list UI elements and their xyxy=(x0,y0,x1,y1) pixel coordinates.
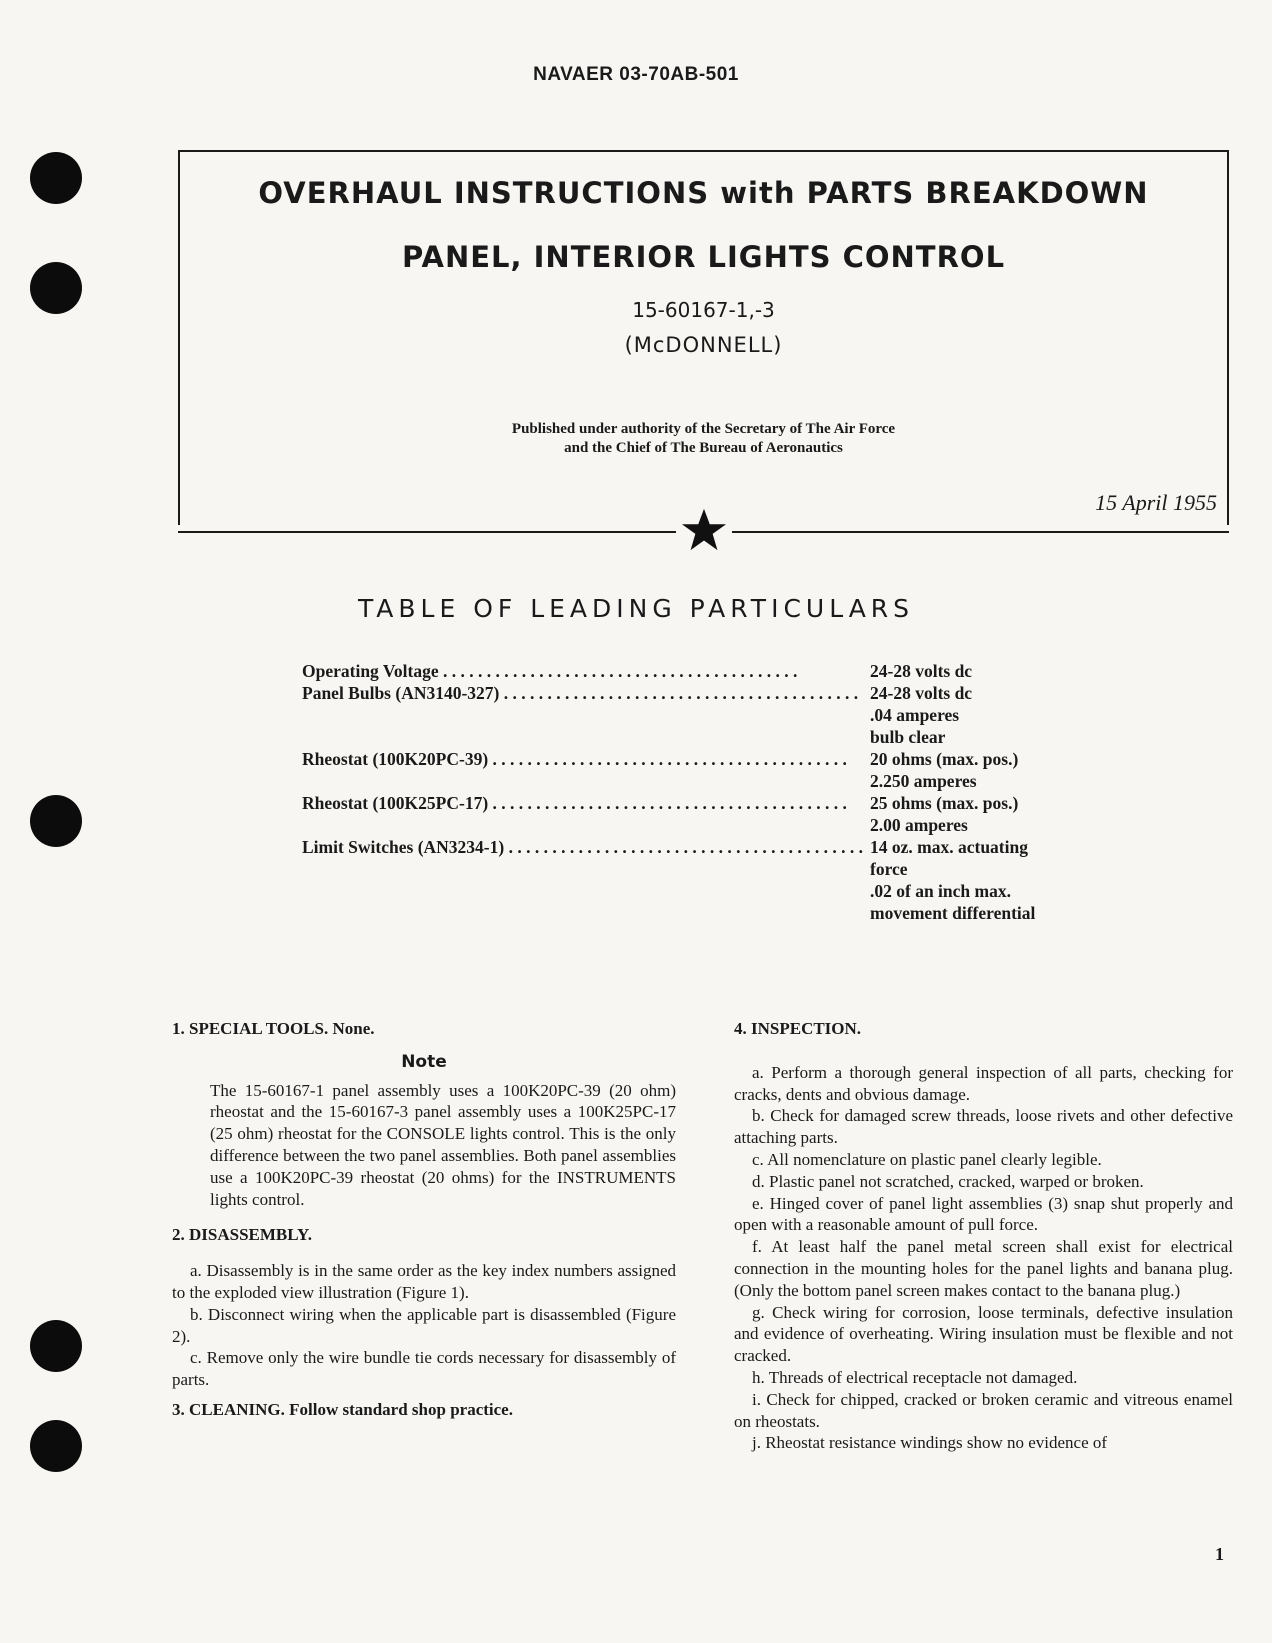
inspection-item: c. All nomenclature on plastic panel clearly legible. xyxy=(752,1149,1102,1169)
inspection-item: a. Perform a thorough general inspection of all parts, checking for cracks, dents and obvious damage. xyxy=(734,1062,1233,1104)
note-text: The 15-60167-1 panel assembly uses a 100K20PC-39 (20 ohm) rheostat and the 15-60167-3 panel assembly uses a 100K25PC-17 (25 ohm) rheostat for the CONSOLE lights control. This is the only difference between the two panel assemblies. Both panel assemblies use a 100K20PC-39 rheostat (20 ohms) for the INSTRUMENTS lights control. xyxy=(210,1080,676,1209)
binder-hole-3 xyxy=(30,795,82,847)
part-numbers: 15-60167-1,-3 xyxy=(632,298,775,322)
particulars-value: 2.00 amperes xyxy=(870,815,968,835)
particulars-label: Panel Bulbs (AN3140-327) . . . xyxy=(302,683,867,704)
title-with: with xyxy=(720,176,796,210)
right-column xyxy=(734,1018,1233,1454)
particulars-value: 24-28 volts dc xyxy=(870,661,973,681)
section-1-special-tools: 1. SPECIAL TOOLS. None. xyxy=(172,1019,375,1038)
particulars-value: .02 of an inch max. xyxy=(870,881,1011,901)
document-number: NAVAER 03-70AB-501 xyxy=(533,64,739,85)
binder-hole-4 xyxy=(30,1320,82,1372)
title-line-2: PANEL, INTERIOR LIGHTS CONTROL xyxy=(401,240,1006,274)
title-box-rule-right xyxy=(732,531,1229,533)
particulars-value: force xyxy=(870,859,908,879)
disassembly-item-c: c. Remove only the wire bundle tie cords necessary for disassembly of parts. xyxy=(172,1348,676,1390)
inspection-item: f. At least half the panel metal screen shall exist for electrical connection in the mounting holes for the panel lights and banana plug. (Only the bottom panel screen makes contact to the banana plug.) xyxy=(734,1237,1233,1300)
title-box-rule-left xyxy=(178,531,676,533)
star-icon xyxy=(680,506,728,554)
disassembly-item-a: a. Disassembly is in the same order as the key index numbers assigned to the exploded view illustration (Figure 1). xyxy=(172,1261,676,1302)
particulars-value: 2.250 amperes xyxy=(870,771,977,791)
inspection-item: e. Hinged cover of panel light assemblies (3) snap shut properly and open with a reasonable amount of pull force. xyxy=(734,1193,1233,1235)
title-overhaul-instructions: OVERHAUL INSTRUCTIONS xyxy=(258,176,710,210)
publication-date: 15 April 1955 xyxy=(1095,490,1217,515)
title-parts-breakdown: PARTS BREAKDOWN xyxy=(806,176,1149,210)
section-4-inspection: 4. INSPECTION. xyxy=(734,1019,862,1038)
particulars-label: Operating Voltage . . . xyxy=(302,661,867,682)
particulars-value: bulb clear xyxy=(870,727,946,747)
binder-hole-5 xyxy=(30,1420,82,1472)
binder-hole-2 xyxy=(30,262,82,314)
disassembly-item-b: b. Disconnect wiring when the applicable part is disassembled (Figure 2). xyxy=(172,1304,676,1346)
inspection-item: h. Threads of electrical receptacle not damaged. xyxy=(752,1367,1078,1387)
section-2-disassembly: 2. DISASSEMBLY. xyxy=(172,1225,313,1245)
particulars-label: Rheostat (100K20PC-39) . . . xyxy=(302,749,867,770)
manufacturer: (McDONNELL) xyxy=(624,333,783,357)
inspection-item: j. Rheostat resistance windings show no evidence of xyxy=(752,1433,1108,1453)
binder-hole-1 xyxy=(30,152,82,204)
particulars-value: 25 ohms (max. pos.) xyxy=(870,793,1019,813)
note-title: Note xyxy=(401,1051,447,1072)
inspection-item: i. Check for chipped, cracked or broken ceramic and vitreous enamel on rheostats. xyxy=(734,1389,1233,1431)
title-line-1 xyxy=(178,176,1229,210)
particulars-label: Rheostat (100K25PC-17) . . . xyxy=(302,793,867,814)
particulars-heading: TABLE OF LEADING PARTICULARS xyxy=(357,594,915,623)
particulars-label: Limit Switches (AN3234-1) . . . xyxy=(302,837,867,858)
particulars-value: 24-28 volts dc xyxy=(870,683,973,703)
publication-line-1: Published under authority of the Secretary of The Air Force xyxy=(511,421,896,437)
particulars-value: 20 ohms (max. pos.) xyxy=(870,749,1019,769)
inspection-item: b. Check for damaged screw threads, loose rivets and other defective attaching parts. xyxy=(734,1106,1233,1148)
publication-line-2: and the Chief of The Bureau of Aeronautics xyxy=(564,440,843,456)
inspection-item: d. Plastic panel not scratched, cracked, warped or broken. xyxy=(752,1171,1144,1191)
left-column xyxy=(172,1018,676,1421)
particulars-value: movement differential xyxy=(870,903,1036,923)
section-3-cleaning: 3. CLEANING. Follow standard shop practice. xyxy=(172,1399,513,1419)
inspection-items xyxy=(734,1062,1233,1454)
page-number: 1 xyxy=(1215,1544,1224,1564)
inspection-item: g. Check wiring for corrosion, loose terminals, defective insulation and evidence of overheating. Wiring insulation must be flexible and not cracked. xyxy=(734,1302,1233,1366)
publication-authority xyxy=(178,420,1229,458)
particulars-value: .04 amperes xyxy=(870,705,960,725)
particulars-value: 14 oz. max. actuating xyxy=(870,837,1028,857)
